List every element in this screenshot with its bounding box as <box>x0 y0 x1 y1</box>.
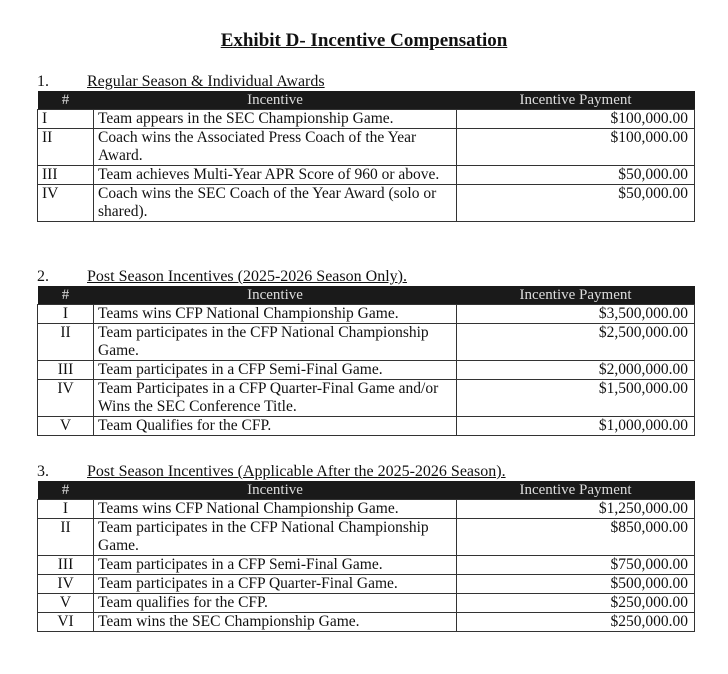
row-incentive: Team participates in a CFP Semi-Final Game. <box>94 556 457 575</box>
section-number: 3. <box>37 463 49 480</box>
table-row <box>38 594 695 613</box>
col-header-num: # <box>38 286 94 305</box>
table-row <box>38 380 695 417</box>
row-num: I <box>38 500 94 519</box>
table-row <box>38 575 695 594</box>
row-payment: $1,250,000.00 <box>457 500 695 519</box>
document-title: Exhibit D- Incentive Compensation <box>220 30 508 51</box>
row-payment: $850,000.00 <box>457 519 695 556</box>
row-incentive: Team appears in the SEC Championship Game. <box>94 110 457 129</box>
row-incentive: Team Qualifies for the CFP. <box>94 417 457 436</box>
col-header-num: # <box>38 481 94 500</box>
row-payment: $250,000.00 <box>457 613 695 632</box>
row-num: IV <box>38 185 94 222</box>
row-num: V <box>38 594 94 613</box>
row-num: I <box>38 305 94 324</box>
row-num: V <box>38 417 94 436</box>
row-incentive: Team Participates in a CFP Quarter-Final Game and/or Wins the SEC Conference Title. <box>94 380 457 417</box>
table-row <box>38 519 695 556</box>
section-2 <box>37 268 694 436</box>
row-incentive: Coach wins the SEC Coach of the Year Award (solo or shared). <box>94 185 457 222</box>
table-row <box>38 324 695 361</box>
row-num: III <box>38 361 94 380</box>
row-incentive: Team wins the SEC Championship Game. <box>94 613 457 632</box>
row-payment: $2,000,000.00 <box>457 361 695 380</box>
section-number: 2. <box>37 268 49 285</box>
section-number: 1. <box>37 73 49 90</box>
row-num: III <box>38 556 94 575</box>
table-row <box>38 185 695 222</box>
row-incentive: Team participates in a CFP Semi-Final Game. <box>94 361 457 380</box>
table-row <box>38 305 695 324</box>
row-incentive: Team achieves Multi-Year APR Score of 960 or above. <box>94 166 457 185</box>
table-row <box>38 129 695 166</box>
row-num: VI <box>38 613 94 632</box>
row-payment: $50,000.00 <box>457 166 695 185</box>
row-num: II <box>38 324 94 361</box>
row-payment: $500,000.00 <box>457 575 695 594</box>
col-header-payment: Incentive Payment <box>457 481 695 500</box>
section-3 <box>37 463 694 632</box>
row-num: IV <box>38 575 94 594</box>
col-header-payment: Incentive Payment <box>457 286 695 305</box>
row-incentive: Team participates in the CFP National Championship Game. <box>94 324 457 361</box>
section-1 <box>37 73 694 222</box>
row-payment: $1,000,000.00 <box>457 417 695 436</box>
incentive-table <box>37 286 695 436</box>
row-num: III <box>38 166 94 185</box>
row-incentive: Team participates in a CFP Quarter-Final Game. <box>94 575 457 594</box>
row-payment: $250,000.00 <box>457 594 695 613</box>
row-num: II <box>38 519 94 556</box>
col-header-incentive: Incentive <box>94 286 457 305</box>
row-incentive: Coach wins the Associated Press Coach of the Year Award. <box>94 129 457 166</box>
table-row <box>38 110 695 129</box>
table-row <box>38 166 695 185</box>
row-num: I <box>38 110 94 129</box>
row-incentive: Team qualifies for the CFP. <box>94 594 457 613</box>
row-num: II <box>38 129 94 166</box>
table-row <box>38 500 695 519</box>
row-payment: $100,000.00 <box>457 110 695 129</box>
table-row <box>38 417 695 436</box>
row-payment: $1,500,000.00 <box>457 380 695 417</box>
col-header-incentive: Incentive <box>94 481 457 500</box>
row-payment: $100,000.00 <box>457 129 695 166</box>
table-row <box>38 556 695 575</box>
section-label: Regular Season & Individual Awards <box>87 73 325 90</box>
col-header-num: # <box>38 91 94 110</box>
row-incentive: Teams wins CFP National Championship Game. <box>94 305 457 324</box>
col-header-payment: Incentive Payment <box>457 91 695 110</box>
row-payment: $3,500,000.00 <box>457 305 695 324</box>
row-payment: $2,500,000.00 <box>457 324 695 361</box>
row-num: IV <box>38 380 94 417</box>
row-payment: $50,000.00 <box>457 185 695 222</box>
incentive-table <box>37 91 695 222</box>
incentive-table <box>37 481 695 632</box>
section-label: Post Season Incentives (2025-2026 Season Only). <box>87 268 407 285</box>
table-row <box>38 361 695 380</box>
col-header-incentive: Incentive <box>94 91 457 110</box>
row-incentive: Team participates in the CFP National Championship Game. <box>94 519 457 556</box>
section-label: Post Season Incentives (Applicable After the 2025-2026 Season). <box>87 463 506 480</box>
table-row <box>38 613 695 632</box>
row-payment: $750,000.00 <box>457 556 695 575</box>
row-incentive: Teams wins CFP National Championship Game. <box>94 500 457 519</box>
